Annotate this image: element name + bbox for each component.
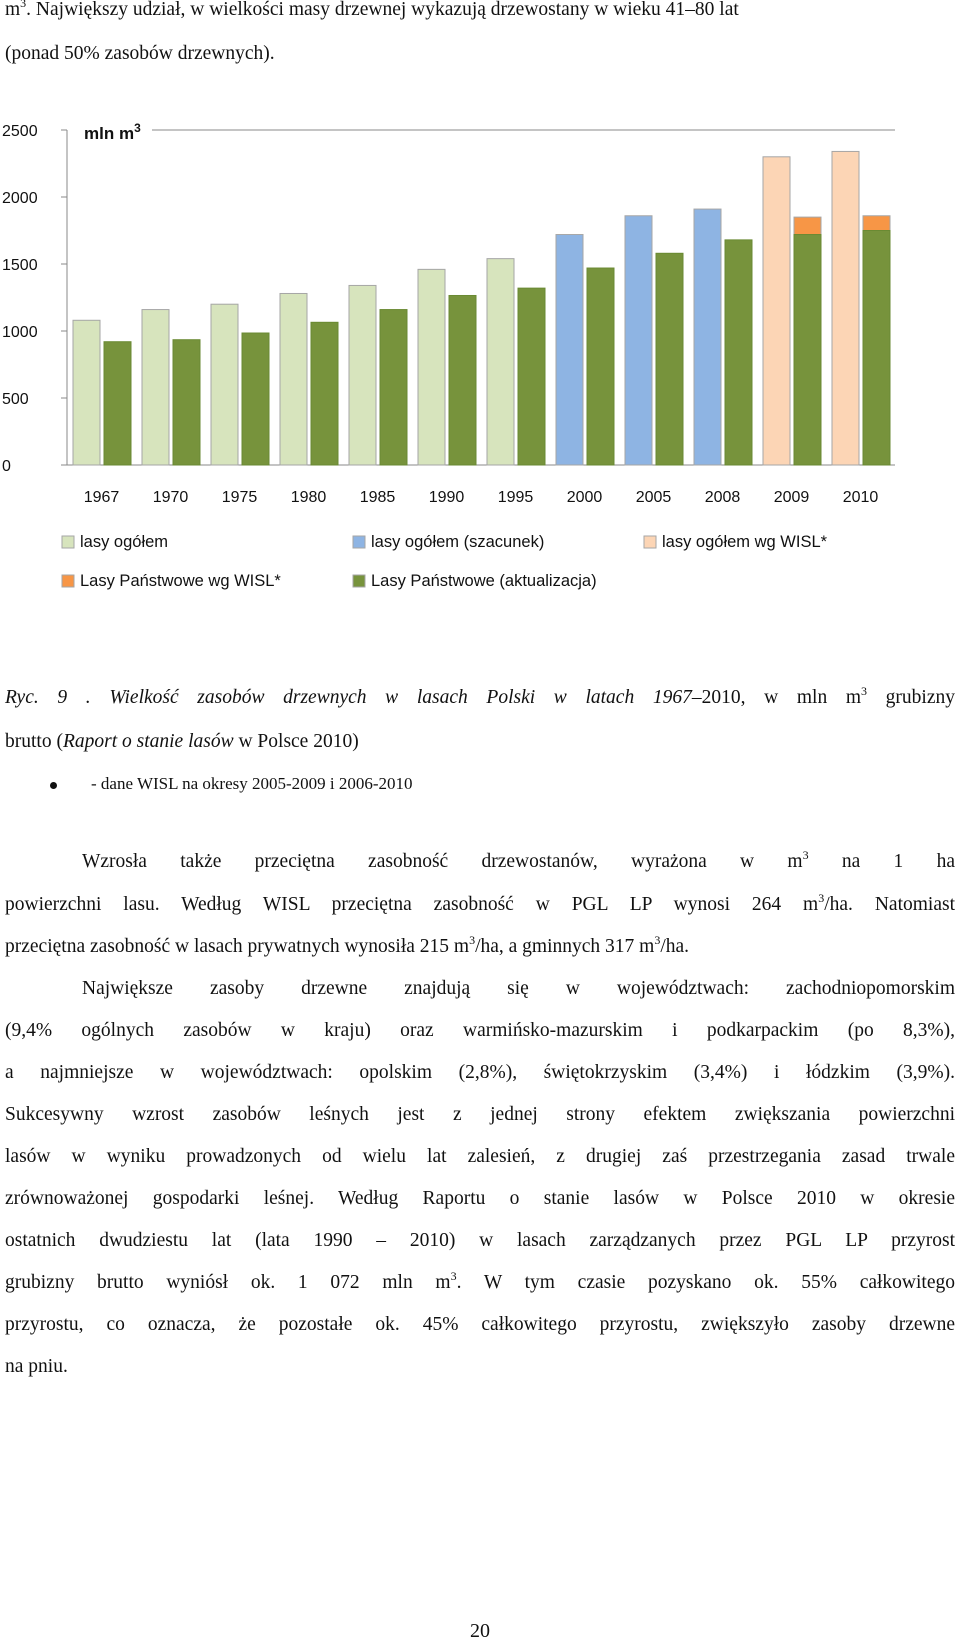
caption-text-a: Wielkość zasobów drzewnych w lasach Polski w latach 1967–	[90, 687, 702, 708]
body-p2-line-10: na pniu.	[5, 1356, 68, 1377]
x-tick-label: 1990	[428, 489, 465, 506]
chart-ylabel	[84, 121, 141, 143]
body-text: . W tym czasie pozyskano ok. 55% całkowitego	[456, 1272, 956, 1293]
bar-lasy-og-em-szacunek-	[625, 216, 652, 465]
body-p2-line-2: (9,4% ogólnych zasobów w kraju) oraz warmińsko-mazurskim i podkarpackim (po 8,3%),	[5, 1020, 955, 1041]
bar-lasy-panstwowe-aktualizacja	[104, 342, 131, 465]
bar-lasy-og-em	[418, 269, 445, 465]
intro-unit: m	[5, 0, 21, 20]
bar-lasy-panstwowe-aktualizacja	[587, 268, 614, 465]
body-text: powierzchni lasu. Według WISL przeciętna zasobność w PGL LP wynosi 264 m	[5, 894, 819, 915]
bar-lasy-og-em	[349, 285, 376, 465]
bar-lasy-og-em-szacunek-	[694, 209, 721, 465]
legend-swatch	[353, 536, 365, 548]
bar-lasy-panstwowe-aktualizacja	[449, 295, 476, 465]
bullet-icon	[50, 782, 57, 789]
page-number: 20	[470, 1620, 490, 1642]
body-text: /ha, a gminnych 317 m	[475, 936, 655, 957]
bar-lasy-og-em	[211, 304, 238, 465]
bar-lasy-panstwowe-aktualizacja	[725, 240, 752, 465]
bar-lasy-panstwowe-aktualizacja	[794, 235, 821, 465]
body-p2-line-3: a najmniejsze w województwach: opolskim (2,8%), świętokrzyskim (3,4%) i łódzkim (3,9%).	[5, 1062, 955, 1083]
y-tick-label: 1500	[2, 257, 38, 274]
x-tick-label: 1975	[221, 489, 258, 506]
x-tick-label: 2000	[566, 489, 603, 506]
caption-report-title: Raport o stanie lasów	[62, 731, 234, 752]
body-sup: 3	[654, 933, 661, 947]
body-sup: 3	[802, 848, 809, 862]
body-text: grubizny brutto wyniósł ok. 1 072 mln m	[5, 1272, 451, 1293]
caption-bullet	[50, 773, 413, 795]
x-tick-label: 2009	[773, 489, 810, 506]
caption-line2-c: w Polsce 2010)	[233, 731, 359, 752]
x-tick-label: 2005	[635, 489, 672, 506]
bar-lasy-og-em	[142, 310, 169, 465]
bar-lasy-panstwowe-aktualizacja	[242, 333, 269, 465]
bar-lasy-og-em	[73, 320, 100, 465]
x-tick-label: 2008	[704, 489, 741, 506]
bar-chart	[0, 112, 960, 632]
intro-line-2: (ponad 50% zasobów drzewnych).	[5, 43, 275, 64]
bar-lasy-og-em	[280, 293, 307, 465]
legend-label: lasy ogółem wg WISL*	[662, 533, 828, 551]
caption-sup: 3	[861, 684, 868, 698]
figure-label: Ryc. 9 .	[5, 687, 91, 708]
legend-label: lasy ogółem (szacunek)	[371, 533, 545, 551]
y-tick-label: 2500	[2, 123, 38, 140]
body-sup: 3	[450, 1269, 457, 1283]
caption-text-c: grubizny	[867, 687, 955, 708]
figure-caption	[5, 686, 955, 710]
body-p2-line-4: Sukcesywny wzrost zasobów leśnych jest z jednej strony efektem zwiększania powierzchni	[5, 1104, 955, 1125]
bar-lasy-og-em-wg-wisl-	[832, 151, 859, 465]
body-p2-line-1: Największe zasoby drzewne znajdują się w województwach: zachodniopomorskim	[82, 978, 955, 999]
bar-lasy-og-em	[487, 259, 514, 465]
y-tick-label: 2000	[2, 190, 38, 207]
body-p1-line-3	[5, 935, 689, 959]
body-sup: 3	[818, 891, 825, 905]
body-p2-line-6: zrównoważonej gospodarki leśnej. Według Raportu o stanie lasów w Polsce 2010 w okresie	[5, 1188, 955, 1209]
x-tick-label: 1985	[359, 489, 396, 506]
x-tick-label: 1967	[83, 489, 120, 506]
intro-line-1	[5, 0, 739, 22]
y-tick-label: 500	[2, 391, 29, 408]
body-text: /ha.	[660, 936, 690, 957]
x-tick-label: 2010	[842, 489, 879, 506]
y-tick-label: 0	[2, 458, 11, 475]
bar-lasy-og-em-wg-wisl-	[763, 157, 790, 465]
body-p1-line-1	[82, 850, 955, 874]
intro-text: . Największy udział, w wielkości masy drzewnej wykazują drzewostany w wieku 41–80 lat	[26, 0, 739, 20]
body-text: na 1 ha	[808, 851, 955, 872]
legend-swatch	[62, 536, 74, 548]
legend-label: lasy ogółem	[80, 533, 169, 551]
bar-lasy-panstwowe-aktualizacja	[518, 288, 545, 465]
body-sup: 3	[469, 933, 476, 947]
intro-unit-sup: 3	[20, 0, 27, 10]
bar-lasy-og-em-szacunek-	[556, 235, 583, 465]
bar-lasy-panstwowe-aktualizacja	[380, 310, 407, 465]
x-tick-label: 1970	[152, 489, 189, 506]
body-text: /ha. Natomiast	[824, 894, 955, 915]
legend-label: Lasy Państwowe wg WISL*	[80, 572, 281, 590]
y-axis-label: mln $m^3$	[84, 121, 141, 143]
legend-swatch	[353, 575, 365, 587]
body-p2-line-8	[5, 1271, 955, 1295]
x-tick-label: 1995	[497, 489, 534, 506]
body-p2-line-9: przyrostu, co oznacza, że pozostałe ok. 45% całkowitego przyrostu, zwiększyło zasoby drzewne	[5, 1314, 955, 1335]
bar-lasy-panstwowe-aktualizacja	[656, 253, 683, 465]
legend-swatch	[644, 536, 656, 548]
caption-line2-a: brutto (	[5, 731, 63, 752]
x-tick-label: 1980	[290, 489, 327, 506]
bar-lasy-panstwowe-aktualizacja	[173, 340, 200, 465]
body-p2-line-7: ostatnich dwudziestu lat (lata 1990 – 2010) w lasach zarządzanych przez PGL LP przyrost	[5, 1230, 955, 1251]
bar-lasy-panstwowe-aktualizacja	[311, 322, 338, 465]
body-p2-line-5: lasów w wyniku prowadzonych od wielu lat zalesień, z drugiej zaś przestrzegania zasad trwale	[5, 1146, 955, 1167]
body-text: Wzrosła także przeciętna zasobność drzewostanów, wyrażona w m	[82, 851, 803, 872]
body-text: przeciętna zasobność w lasach prywatnych wynosiła 215 m	[5, 936, 470, 957]
bar-lasy-panstwowe-aktualizacja	[863, 231, 890, 466]
legend-swatch	[62, 575, 74, 587]
caption-text-b: 2010, w mln m	[701, 687, 862, 708]
caption-line-2	[5, 730, 359, 754]
chart-legend	[62, 533, 828, 590]
y-tick-label: 1000	[2, 324, 38, 341]
chart-bars	[73, 151, 890, 465]
legend-label: Lasy Państwowe (aktualizacja)	[371, 572, 597, 590]
body-p1-line-2	[5, 893, 955, 917]
bullet-text: - dane WISL na okresy 2005-2009 i 2006-2010	[91, 774, 413, 793]
